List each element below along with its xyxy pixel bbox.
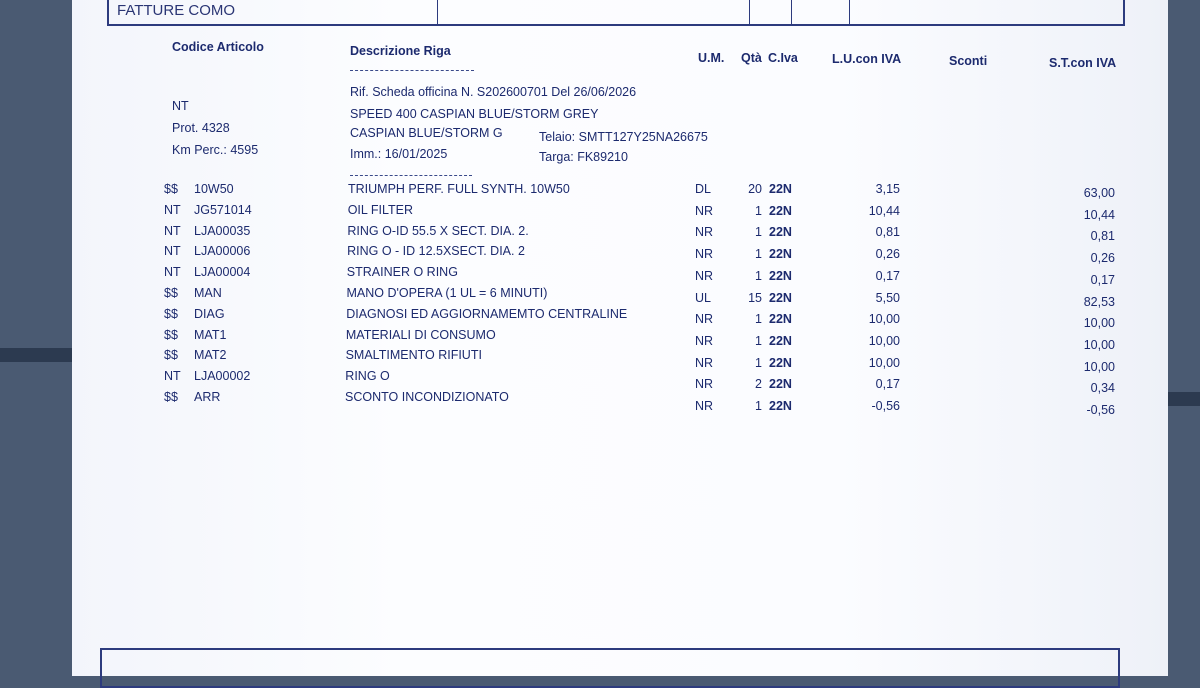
row-qty: 1 [755,225,762,240]
header-civa: C.Iva [768,51,798,65]
client-label: FATTURE COMO [117,2,236,19]
row-code: LJA00035 [194,223,251,238]
row-description: RING O - ID 12.5XSECT. DIA. 2 [347,244,525,259]
row-description: SCONTO INCONDIZIONATO [345,390,509,404]
row-unit-price: 10,00 [868,312,900,327]
row-prefix: NT [164,369,181,384]
row-description: STRAINER O RING [346,265,458,280]
ref-nt: NT [172,99,189,113]
header-codice: Codice Articolo [172,40,264,54]
row-unit-price: -0,56 [871,399,900,413]
row-code: LJA00006 [194,244,251,259]
row-prefix: NT [164,244,181,259]
row-code: 10W50 [194,182,234,196]
row-iva: 22N [769,225,792,240]
row-description: TRIUMPH PERF. FULL SYNTH. 10W50 [348,182,570,196]
row-qty: 1 [755,268,762,283]
row-prefix: $$ [164,348,178,363]
row-prefix: $$ [164,182,178,196]
row-um: DL [695,182,711,196]
row-code: DIAG [194,306,225,321]
row-unit-price: 0,17 [875,268,900,283]
row-code: LJA00002 [194,369,251,384]
row-um: NR [695,247,714,262]
divider [749,0,750,24]
row-total: 10,00 [1083,337,1115,352]
row-code: MAT2 [194,348,227,363]
row-unit-price: 3,15 [875,182,900,196]
row-total: -0,56 [1086,403,1115,417]
divider [849,0,850,24]
row-code: MAN [194,286,222,300]
row-unit-price: 0,26 [875,247,900,262]
ref-km: Km Perc.: 4595 [172,143,259,157]
row-total: 82,53 [1083,294,1115,309]
row-prefix: $$ [164,286,178,300]
row-description: RING O [345,369,390,384]
header-st: S.T.con IVA [1049,56,1117,70]
row-iva: 22N [769,399,792,413]
row-code: LJA00004 [194,265,251,280]
header-um: U.M. [698,51,725,65]
row-total: 0,34 [1090,381,1115,396]
row-unit-price: 10,00 [868,333,900,348]
background-stripe [0,348,72,362]
row-iva: 22N [769,203,792,218]
invoice-footer-box [100,648,1120,688]
invoice-top-box [107,0,1125,26]
row-description: OIL FILTER [347,202,413,217]
ref-scheda: Rif. Scheda officina N. S202600701 Del 26/06/2026 [350,85,637,99]
row-qty: 1 [755,247,762,262]
header-sconti: Sconti [949,54,988,68]
divider [791,0,792,24]
ref-underline [350,175,472,176]
row-qty: 20 [748,182,762,196]
row-description: SMALTIMENTO RIFIUTI [345,348,482,363]
ref-targa: Targa: FK89210 [539,150,628,164]
row-prefix: NT [164,202,181,217]
row-qty: 1 [755,399,762,413]
row-qty: 15 [748,290,762,305]
row-qty: 1 [755,355,762,370]
row-qty: 1 [755,312,762,327]
row-prefix: $$ [164,390,178,404]
ref-telaio: Telaio: SMTT127Y25NA26675 [539,130,708,144]
row-um: NR [695,399,714,413]
row-total: 63,00 [1083,186,1115,200]
row-description: RING O-ID 55.5 X SECT. DIA. 2. [347,223,529,238]
row-prefix: NT [164,265,181,280]
row-iva: 22N [769,377,792,392]
row-total: 0,81 [1090,229,1115,244]
ref-model: SPEED 400 CASPIAN BLUE/STORM GREY [350,107,599,121]
row-qty: 2 [755,377,762,392]
row-um: NR [695,355,714,370]
row-iva: 22N [769,355,792,370]
row-um: NR [695,225,714,240]
row-iva: 22N [769,182,792,196]
row-iva: 22N [769,290,792,305]
row-qty: 1 [755,203,762,218]
header-lu: L.U.con IVA [832,52,902,66]
row-total: 10,44 [1083,207,1115,222]
row-unit-price: 10,00 [868,355,900,370]
row-description: DIAGNOSI ED AGGIORNAMEMTO CENTRALINE [346,306,628,321]
row-unit-price: 0,17 [875,377,900,392]
row-total: 10,00 [1083,316,1115,331]
row-code: ARR [194,390,221,404]
header-descrizione: Descrizione Riga [350,44,451,58]
row-prefix: $$ [164,306,178,321]
ref-imm: Imm.: 16/01/2025 [350,147,448,161]
ref-color: CASPIAN BLUE/STORM G [350,126,503,140]
row-unit-price: 5,50 [875,290,900,305]
row-unit-price: 0,81 [875,225,900,240]
row-um: UL [695,290,711,305]
row-iva: 22N [769,312,792,327]
row-description: MANO D'OPERA (1 UL = 6 MINUTI) [346,286,548,300]
invoice-paper [72,0,1168,676]
row-code: MAT1 [194,327,227,342]
row-prefix: NT [164,223,181,238]
row-total: 0,26 [1090,251,1115,266]
header-qta: Qtà [741,51,762,65]
background-stripe [1168,392,1200,406]
row-um: NR [695,333,714,348]
row-um: NR [695,268,714,283]
row-qty: 1 [755,333,762,348]
row-um: NR [695,312,714,327]
divider [437,0,438,24]
header-underline [350,70,474,71]
row-prefix: $$ [164,327,178,342]
row-total: 0,17 [1090,272,1115,287]
row-description: MATERIALI DI CONSUMO [345,327,496,342]
row-unit-price: 10,44 [868,203,900,218]
row-um: NR [695,203,714,218]
row-total: 10,00 [1083,359,1115,374]
row-iva: 22N [769,333,792,348]
row-code: JG571014 [194,202,252,217]
ref-prot: Prot. 4328 [172,121,230,135]
row-iva: 22N [769,247,792,262]
row-um: NR [695,377,714,392]
row-iva: 22N [769,268,792,283]
